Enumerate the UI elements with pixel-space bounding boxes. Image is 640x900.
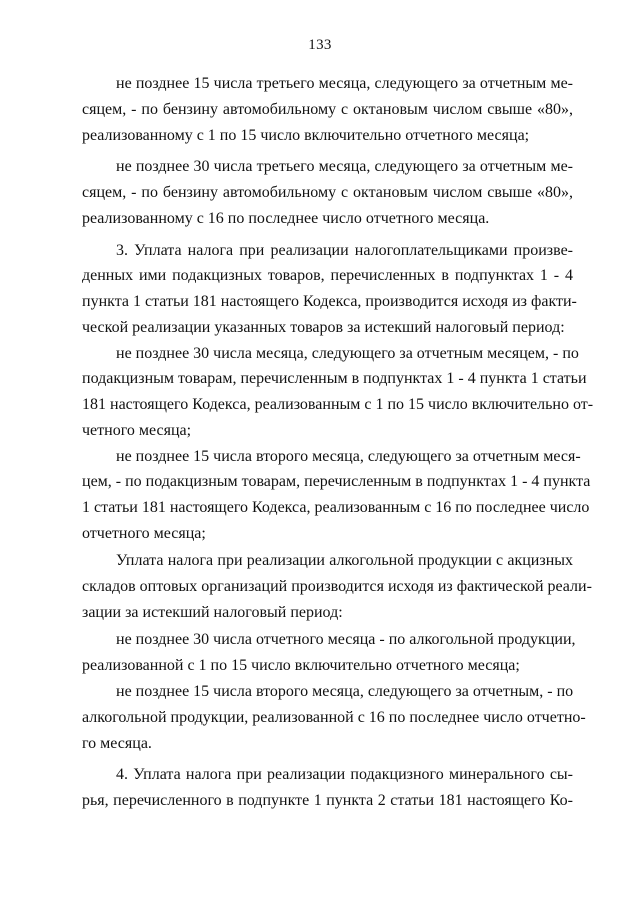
- text-line: 181 настоящего Кодекса, реализованным с 1 по 15 число включительно от-: [82, 396, 594, 413]
- text-line: не позднее 15 числа второго месяца, следующего за отчетным меся-: [116, 448, 581, 465]
- text-line: зации за истекший налоговый период:: [82, 604, 343, 621]
- text-line: подакцизным товарам, перечисленным в подпунктах 1 - 4 пункта 1 статьи: [82, 370, 587, 387]
- text-line: реализованному с 1 по 15 число включительно отчетного месяца;: [82, 127, 530, 144]
- text-line: ческой реализации указанных товаров за истекший налоговый период:: [82, 319, 565, 336]
- text-line: отчетного месяца;: [82, 525, 206, 542]
- text-line: не позднее 15 числа третьего месяца, следующего за отчетным ме-: [116, 75, 573, 92]
- text-line: складов оптовых организаций производится исходя из фактической реали-: [82, 578, 592, 595]
- text-line: 4. Уплата налога при реализации подакцизного минерального сы-: [116, 766, 573, 783]
- text-line: 3. Уплата налога при реализации налогоплательщиками произве-: [116, 242, 573, 259]
- text-line: четного месяца;: [82, 422, 192, 439]
- text-line: не позднее 15 числа второго месяца, следующего за отчетным, - по: [116, 683, 574, 700]
- text-line: цем, - по подакцизным товарам, перечисленным в подпунктах 1 - 4 пункта: [82, 473, 591, 490]
- text-line: сяцем, - по бензину автомобильному с октановым числом свыше «80»,: [82, 184, 573, 201]
- text-line: не позднее 30 числа отчетного месяца - по алкогольной продукции,: [116, 631, 576, 648]
- text-line: не позднее 30 числа месяца, следующего за отчетным месяцем, - по: [116, 345, 579, 362]
- text-line: го месяца.: [82, 735, 152, 752]
- text-line: 1 статьи 181 настоящего Кодекса, реализованным с 16 по последнее число: [82, 499, 590, 516]
- text-line: сяцем, - по бензину автомобильному с октановым числом свыше «80»,: [82, 101, 573, 118]
- text-line: Уплата налога при реализации алкогольной продукции с акцизных: [116, 552, 573, 569]
- text-line: денных ими подакцизных товаров, перечисленных в подпунктах 1 - 4: [82, 267, 573, 284]
- text-line: реализованному с 16 по последнее число отчетного месяца.: [82, 210, 490, 227]
- text-line: рья, перечисленного в подпункте 1 пункта 2 статьи 181 настоящего Ко-: [82, 792, 573, 809]
- text-line: алкогольной продукции, реализованной с 16 по последнее число отчетно-: [82, 709, 586, 726]
- text-line: реализованной с 1 по 15 число включительно отчетного месяца;: [82, 657, 520, 674]
- page-number: 133: [308, 37, 332, 53]
- text-line: не позднее 30 числа третьего месяца, следующего за отчетным ме-: [116, 158, 573, 175]
- text-line: пункта 1 статьи 181 настоящего Кодекса, производится исходя из факти-: [82, 293, 577, 310]
